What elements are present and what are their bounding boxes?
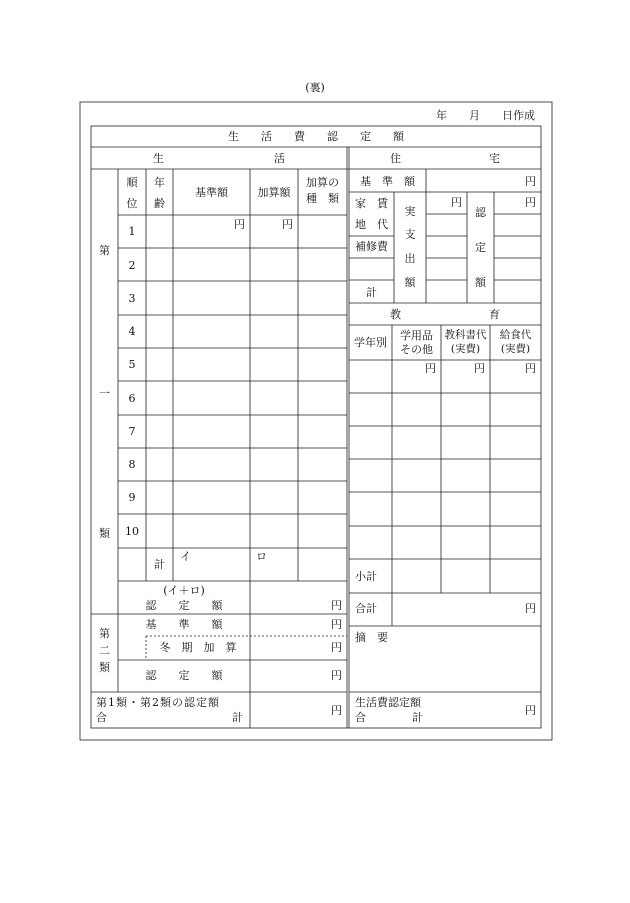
class2-label-dai: 第	[99, 627, 110, 640]
housing-actual-3: 出	[404, 252, 416, 265]
housing-actual-1: 実	[404, 205, 416, 218]
col-supplies-2: その他	[400, 343, 433, 356]
combined-label-left: 合	[96, 711, 107, 724]
housing-item-land: 地 代	[355, 218, 388, 231]
date-created: 年 月 日作成	[436, 109, 535, 122]
education-total-label: 合計	[355, 602, 377, 615]
grand-total-label-left: 合	[355, 711, 366, 724]
class2-winter-label: 冬 期 加 算	[159, 641, 237, 654]
col-add-type-2: 種 類	[306, 192, 339, 205]
class2-label-rui: 類	[99, 661, 110, 674]
col-lunch-1: 給食代	[499, 329, 532, 341]
row-number: 3	[128, 292, 136, 305]
housing-heading: 住 宅	[390, 152, 500, 165]
col-age-2: 齢	[154, 197, 165, 210]
housing-item-repair: 補修費	[355, 240, 388, 253]
education-subtotal-label: 小計	[355, 570, 377, 583]
yen-unit: 円	[331, 669, 342, 682]
class1-approved-label: 認 定 額	[145, 599, 223, 612]
yen-unit: 円	[282, 218, 293, 231]
yen-unit: 円	[525, 704, 536, 717]
housing-base-label: 基 準 額	[360, 175, 415, 188]
yen-unit: 円	[425, 362, 436, 375]
col-rank-2: 位	[126, 197, 138, 210]
class1-total-ro: ロ	[256, 550, 267, 563]
class1-total-label: 計	[154, 558, 165, 571]
col-base-amount: 基準額	[195, 186, 228, 199]
education-heading: 教 育	[390, 308, 500, 321]
col-textbook-2: (実費)	[450, 343, 481, 355]
class2-base-label: 基 準 額	[145, 618, 223, 631]
class2-approved-label: 認 定 額	[145, 669, 223, 682]
housing-approved-1: 認	[475, 206, 486, 219]
row-number: 2	[128, 259, 136, 272]
yen-unit: 円	[451, 196, 462, 209]
row-number: 9	[128, 491, 136, 504]
col-age-1: 年	[154, 176, 165, 189]
class1-label-dai: 第	[99, 244, 110, 257]
yen-unit: 円	[331, 599, 342, 612]
row-number: 1	[128, 225, 136, 238]
class2-label-ni: 二	[99, 644, 110, 657]
grand-total-label-line1: 生活費認定額	[355, 696, 421, 709]
col-add-type-1: 加算の	[306, 176, 339, 189]
col-lunch-2: (実費)	[500, 343, 531, 355]
col-add-amount: 加算額	[257, 186, 291, 199]
housing-actual-2: 支	[404, 228, 416, 241]
row-number: 10	[125, 525, 139, 538]
col-supplies-1: 学用品	[400, 329, 433, 342]
yen-unit: 円	[525, 362, 536, 375]
yen-unit: 円	[525, 602, 536, 615]
col-textbook-1: 教科書代	[444, 329, 487, 341]
yen-unit: 円	[474, 362, 485, 375]
row-number: 6	[128, 392, 136, 405]
living-heading: 生 活	[153, 152, 285, 165]
class1-total-i: イ	[180, 550, 191, 563]
combined-label-right: 計	[232, 711, 243, 724]
summary-label: 摘 要	[355, 631, 388, 644]
row-number: 7	[128, 425, 136, 438]
form-title: 生 活 費 認 定 額	[228, 130, 404, 143]
yen-unit: 円	[331, 704, 342, 717]
yen-unit: 円	[525, 175, 536, 188]
housing-item-rent: 家 賃	[355, 197, 388, 210]
grand-total-label-right: 計	[412, 711, 423, 724]
class1-approved-formula: (イ＋ロ)	[163, 584, 205, 597]
row-number: 8	[128, 458, 136, 471]
row-number: 4	[128, 325, 136, 338]
page-side-label: (裏)	[305, 81, 325, 94]
housing-approved-3: 額	[475, 276, 486, 289]
yen-unit: 円	[331, 641, 342, 654]
housing-actual-4: 額	[404, 276, 416, 289]
col-grade: 学年別	[354, 336, 387, 349]
class1-label-ichi: 一	[99, 387, 110, 400]
col-rank-1: 順	[126, 176, 138, 189]
yen-unit: 円	[234, 218, 245, 231]
class1-label-rui: 類	[99, 527, 110, 540]
combined-label-line1: 第1類・第2類の認定額	[96, 696, 220, 709]
housing-approved-2: 定	[475, 241, 486, 254]
yen-unit: 円	[331, 618, 342, 631]
housing-total-label: 計	[366, 286, 377, 299]
row-number: 5	[128, 358, 136, 371]
yen-unit: 円	[525, 196, 536, 209]
